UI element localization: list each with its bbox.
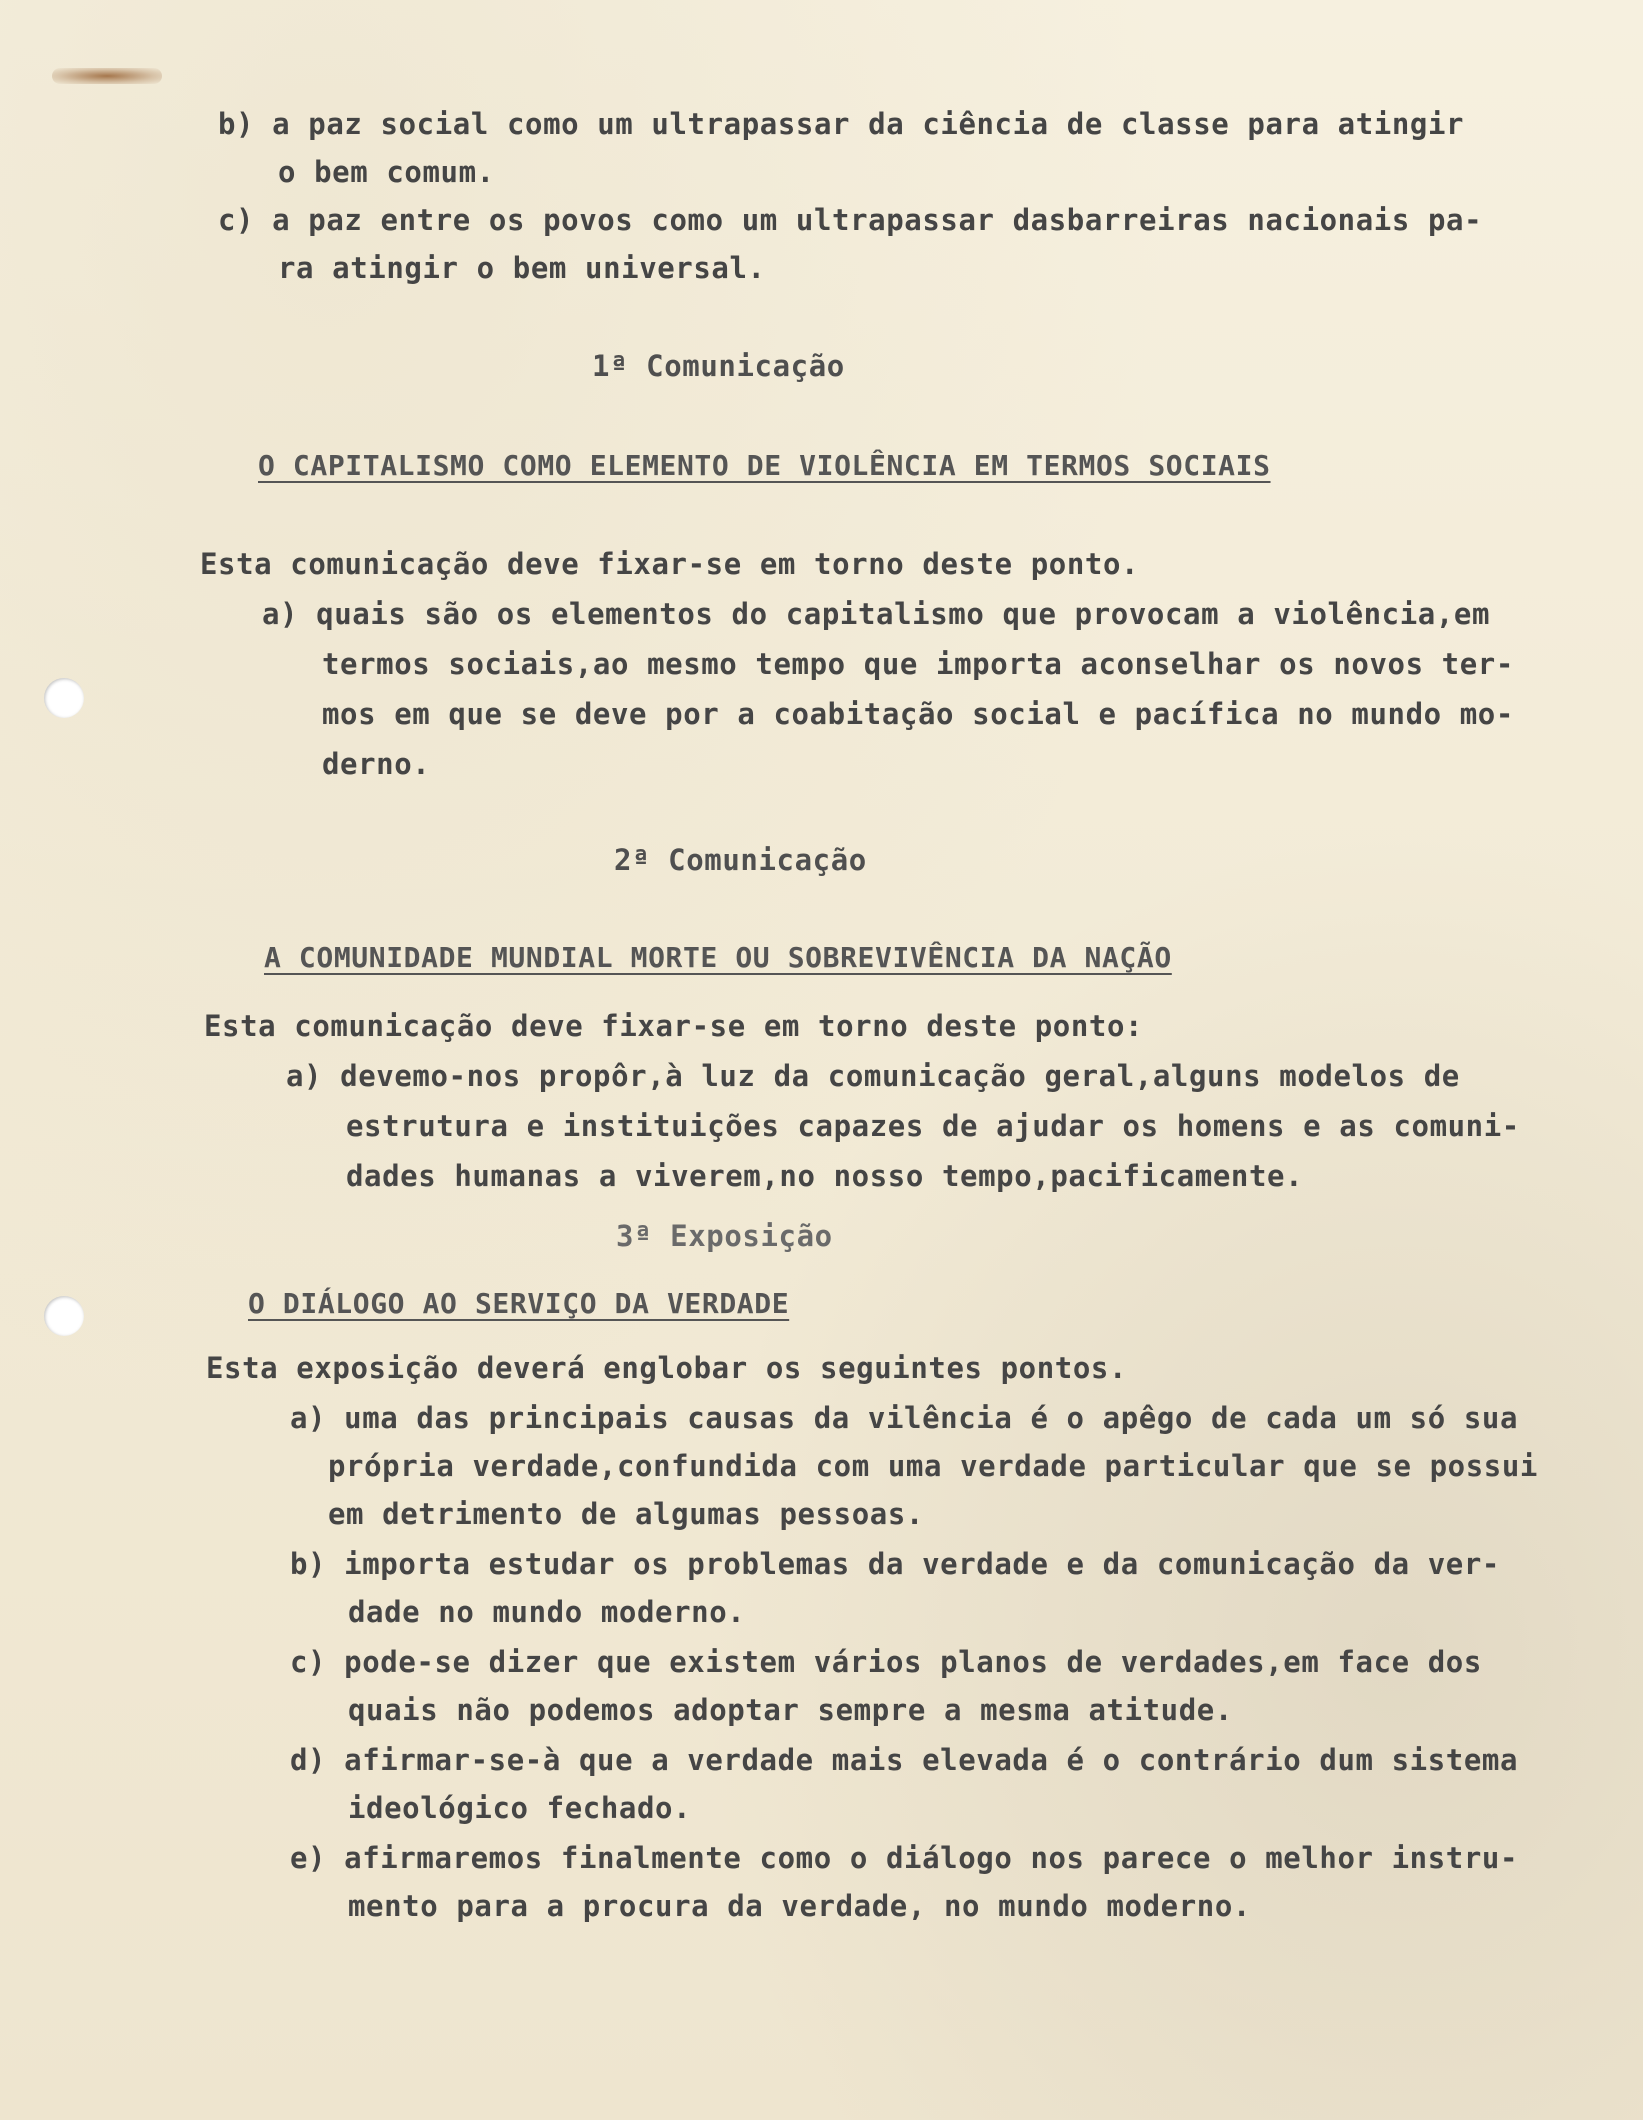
section-3-item-a-line-1: a) uma das principais causas da vilência é o apêgo de cada um só sua	[290, 1401, 1519, 1435]
section-2-lead: Esta comunicação deve fixar-se em torno deste ponto:	[204, 1009, 1144, 1043]
punch-hole-top	[44, 678, 84, 718]
section-1-item-a-line-4: derno.	[322, 747, 431, 781]
section-3-item-d-line-1: d) afirmar-se-à que a verdade mais elevada é o contrário dum sistema	[290, 1743, 1519, 1777]
section-3-item-c-line-1: c) pode-se dizer que existem vários planos de verdades,em face dos	[290, 1645, 1482, 1679]
section-2-item-a-line-2: estrutura e instituições capazes de ajudar os homens e as comuni-	[346, 1109, 1520, 1143]
section-1-heading: 1ª Comunicação	[592, 349, 845, 383]
section-2-heading: 2ª Comunicação	[614, 843, 867, 877]
punch-hole-bottom	[44, 1296, 84, 1336]
section-2-item-a-line-1: a) devemo-nos propôr,à luz da comunicação geral,alguns modelos de	[286, 1059, 1460, 1093]
section-3-item-c-line-2: quais não podemos adoptar sempre a mesma atitude.	[348, 1693, 1233, 1727]
section-3-item-a-line-2: própria verdade,confundida com uma verdade particular que se possui	[328, 1449, 1538, 1483]
section-3-lead: Esta exposição deverá englobar os seguintes pontos.	[206, 1351, 1128, 1385]
section-1-item-a-line-2: termos sociais,ao mesmo tempo que importa aconselhar os novos ter-	[322, 647, 1514, 681]
section-3-item-d-line-2: ideológico fechado.	[348, 1791, 692, 1825]
section-3-item-b-line-1: b) importa estudar os problemas da verdade e da comunicação da ver-	[290, 1547, 1500, 1581]
section-3-item-e-line-1: e) afirmaremos finalmente como o diálogo nos parece o melhor instru-	[290, 1841, 1519, 1875]
intro-item-c-line-1: c) a paz entre os povos como um ultrapassar dasbarreiras nacionais pa-	[218, 203, 1483, 237]
section-1-title: O CAPITALISMO COMO ELEMENTO DE VIOLÊNCIA EM TERMOS SOCIAIS	[258, 449, 1271, 482]
intro-item-b-line-2: o bem comum.	[278, 155, 495, 189]
section-1-item-a-line-1: a) quais são os elementos do capitalismo que provocam a violência,em	[262, 597, 1491, 631]
intro-item-c-line-2: ra atingir o bem universal.	[278, 251, 766, 285]
section-2-title: A COMUNIDADE MUNDIAL MORTE OU SOBREVIVÊNCIA DA NAÇÃO	[264, 941, 1172, 974]
section-3-item-e-line-2: mento para a procura da verdade, no mundo moderno.	[348, 1889, 1251, 1923]
section-1-item-a-line-3: mos em que se deve por a coabitação social e pacífica no mundo mo-	[322, 697, 1514, 731]
section-2-item-a-line-3: dades humanas a viverem,no nosso tempo,pacificamente.	[346, 1159, 1304, 1193]
rust-stain	[52, 68, 162, 84]
section-1-lead: Esta comunicação deve fixar-se em torno deste ponto.	[200, 547, 1140, 581]
section-3-heading: 3ª Exposição	[616, 1219, 833, 1253]
intro-item-b-line-1: b) a paz social como um ultrapassar da ciência de classe para atingir	[218, 107, 1465, 141]
section-3-title: O DIÁLOGO AO SERVIÇO DA VERDADE	[248, 1287, 790, 1320]
section-3-item-a-line-3: em detrimento de algumas pessoas.	[328, 1497, 924, 1531]
section-3-item-b-line-2: dade no mundo moderno.	[348, 1595, 746, 1629]
